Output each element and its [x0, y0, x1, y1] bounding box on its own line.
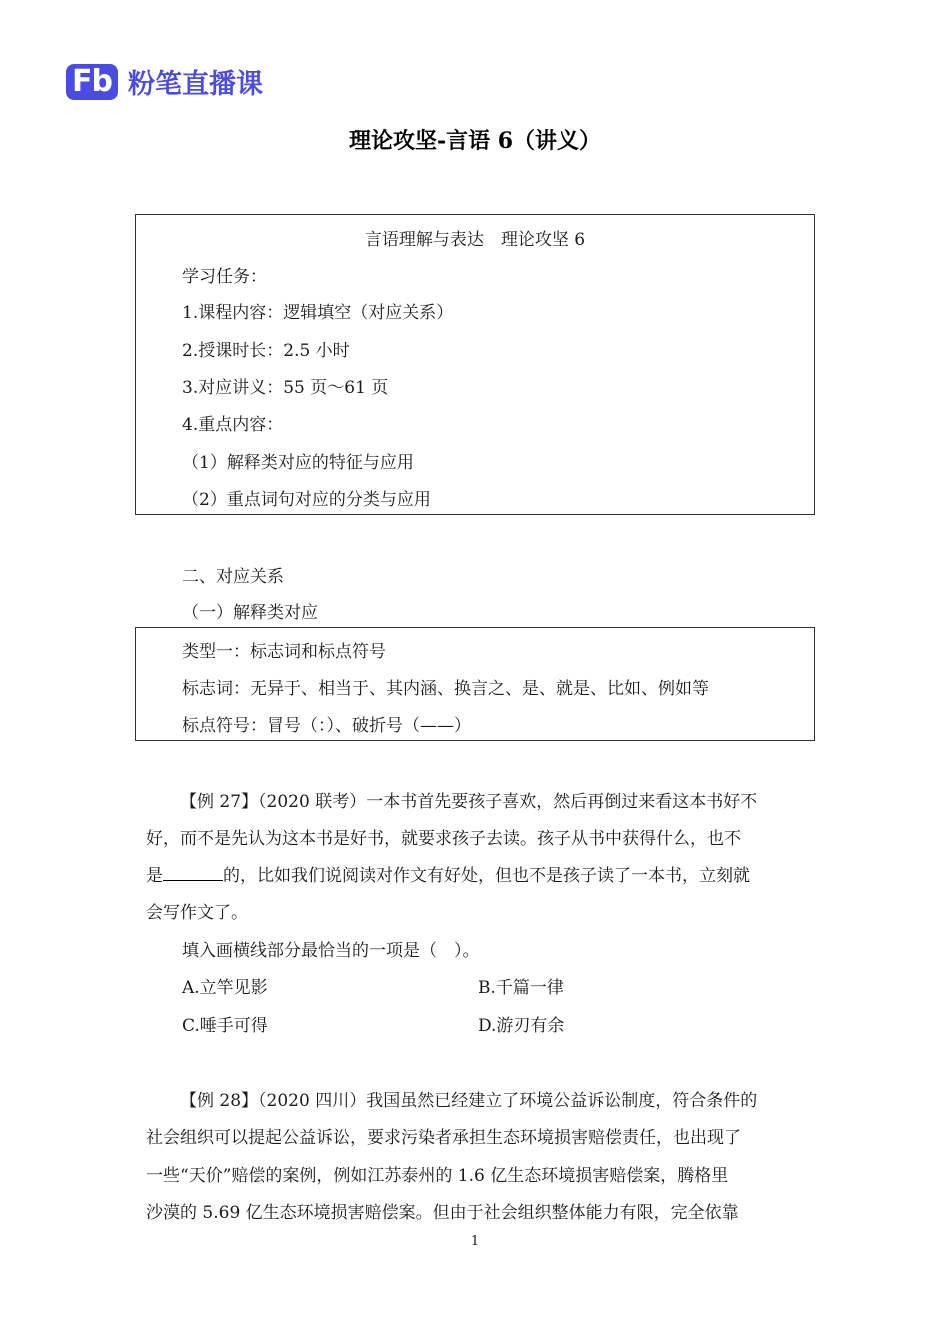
- document-title: 理论攻坚-言语 6（讲义）: [348, 128, 602, 154]
- option-d: D.游刃有余: [478, 1016, 565, 1036]
- type-one-line: 类型一：标志词和标点符号: [182, 642, 386, 662]
- fenbi-logo: [66, 62, 263, 101]
- example-28-line-2: 社会组织可以提起公益诉讼，要求污染者承担生态环境损害赔偿责任，也出现了: [146, 1128, 741, 1148]
- option-b: B.千篇一律: [478, 978, 564, 998]
- course-content-item: 1.课程内容：逻辑填空（对应关系）: [182, 303, 454, 323]
- marker-words-line: 标志词：无异于、相当于、其内涵、换言之、是、就是、比如、例如等: [182, 679, 709, 699]
- example-27-line-2: 好，而不是先认为这本书是好书，就要求孩子去读。孩子从书中获得什么，也不: [146, 829, 741, 849]
- example-27-line-3-prefix: 是: [146, 866, 163, 886]
- page-number: 1: [470, 1234, 480, 1249]
- example-28-line-3: 一些“天价”赔偿的案例，例如江苏泰州的 1.6 亿生态环境损害赔偿案，腾格里: [146, 1166, 729, 1186]
- handout-pages-item: 3.对应讲义：55 页～61 页: [182, 378, 389, 398]
- option-c: C.唾手可得: [182, 1016, 268, 1036]
- option-a: A.立竿见影: [182, 978, 268, 998]
- course-duration-item: 2.授课时长：2.5 小时: [182, 341, 350, 361]
- subsection-heading: （一）解释类对应: [182, 603, 318, 623]
- example-28-line-1: 【例 28】（2020 四川）我国虽然已经建立了环境公益诉讼制度，符合条件的: [180, 1091, 758, 1111]
- example-27-line-3-text: 的，比如我们说阅读对作文有好处，但也不是孩子读了一本书，立刻就: [223, 866, 750, 886]
- punctuation-line: 标点符号：冒号（：）、破折号（——）: [182, 716, 471, 736]
- key-content-subitem-2: （2）重点词句对应的分类与应用: [182, 490, 431, 510]
- example-27-line-3: [146, 861, 806, 886]
- fill-in-blank: [163, 864, 223, 881]
- fenbi-logo-text: 粉笔直播课: [127, 69, 263, 100]
- example-27-line-1: 【例 27】（2020 联考）一本书首先要孩子喜欢，然后再倒过来看这本书好不: [180, 792, 758, 812]
- learning-task-label: 学习任务：: [182, 267, 267, 287]
- example-28-line-4: 沙漠的 5.69 亿生态环境损害赔偿案。但由于社会组织整体能力有限，完全依靠: [146, 1203, 739, 1223]
- section-heading: 二、对应关系: [182, 567, 284, 587]
- key-content-item: 4.重点内容：: [182, 415, 284, 435]
- example-27-line-4: 会写作文了。: [146, 903, 248, 923]
- course-info-heading: 言语理解与表达 理论攻坚 6: [364, 230, 586, 250]
- key-content-subitem-1: （1）解释类对应的特征与应用: [182, 453, 414, 473]
- example-27-question: 填入画横线部分最恰当的一项是（ ）。: [182, 941, 480, 961]
- fenbi-logo-mark: Fb: [66, 64, 118, 100]
